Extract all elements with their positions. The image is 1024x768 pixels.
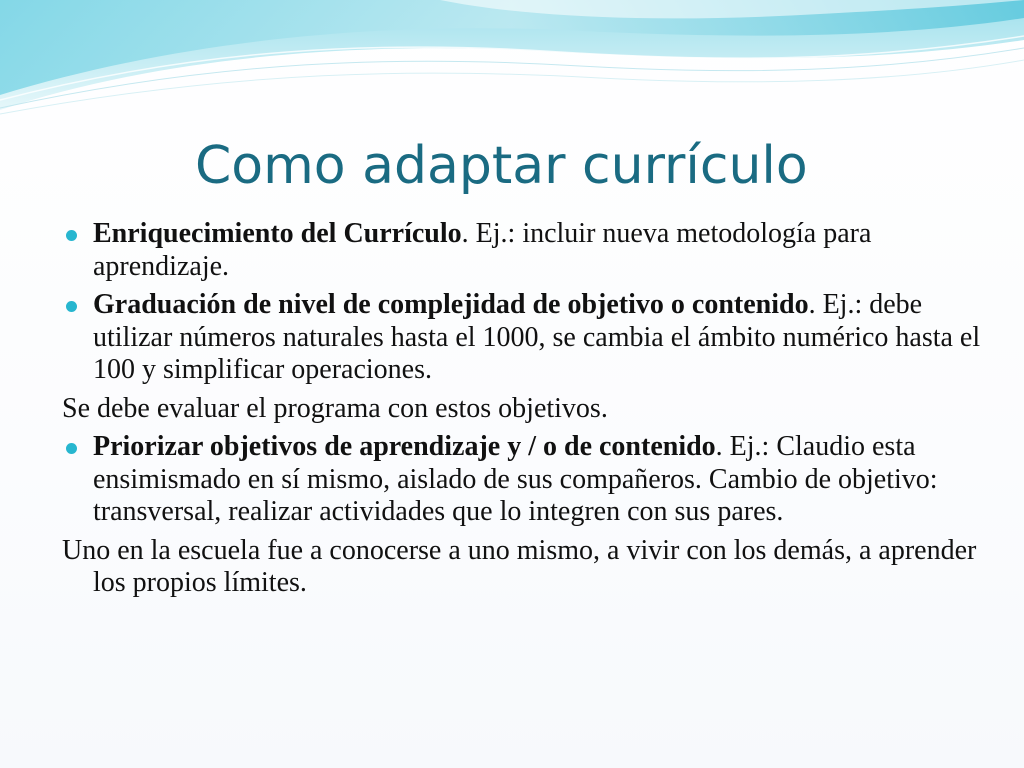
paragraph-escuela: Uno en la escuela fue a conocerse a uno mismo, a vivir con los demás, a aprender los propios límites. [62,534,977,598]
bullet-text: . Ej.: incluir nueva metodología para aprendizaje. [93,218,872,282]
bullet-item-graduacion [62,289,982,387]
bullet-dot-icon [66,301,77,312]
bullet-bold-text: Graduación de nivel de complejidad de objetivo o contenido [93,289,809,320]
paragraph-evaluar: Se debe evaluar el programa con estos objetivos. [62,392,608,424]
bullet-bold-text: Priorizar objetivos de aprendizaje y / o de contenido [93,431,716,462]
bullet-bold-text: Enriquecimiento del Currículo [93,218,462,249]
header-wave-decoration [0,0,1024,120]
bullet-dot-icon [66,230,77,241]
slide-title: Como adaptar currículo [195,136,808,196]
bullet-text: . Ej.: Claudio esta ensimismado en sí mismo, aislado de sus compañeros. Cambio de objetivo: transversal, realizar actividades que lo integren con sus pares. [93,431,938,527]
bullet-dot-icon [66,443,77,454]
slide-body [62,218,982,606]
bullet-text: . Ej.: debe utilizar números naturales hasta el 1000, se cambia el ámbito numérico hasta el 100 y simplificar operaciones. [93,289,981,385]
bullet-item-enriquecimiento [62,218,982,283]
bullet-item-priorizar [62,431,982,529]
